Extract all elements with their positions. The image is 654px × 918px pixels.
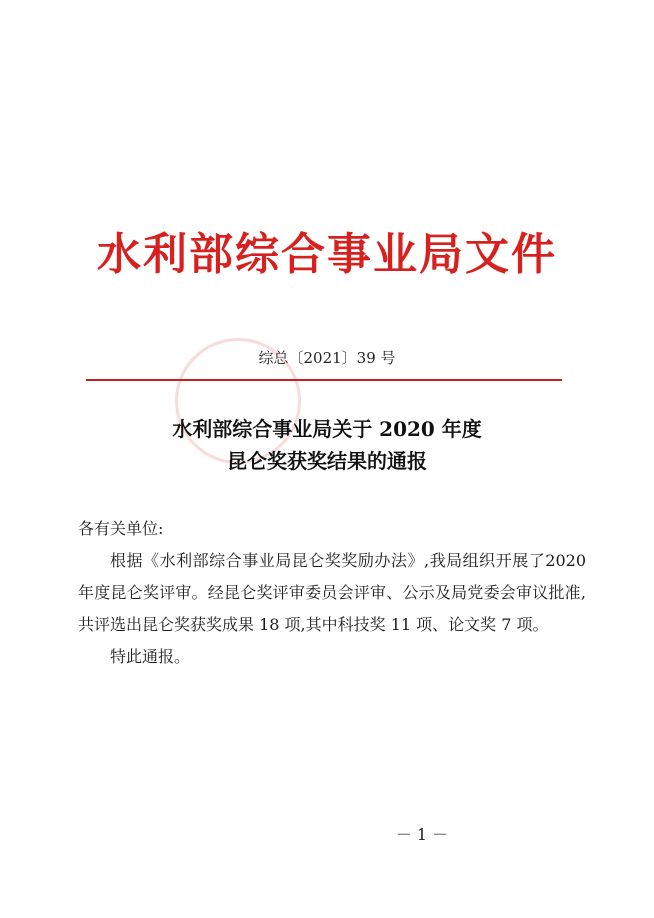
page-number: － 1 － xyxy=(395,825,449,844)
document-number: 综总〔2021〕39 号 xyxy=(258,349,396,367)
closing-line: 特此通报。 xyxy=(110,647,191,666)
notice-body xyxy=(78,513,586,673)
red-divider-line xyxy=(86,379,562,381)
notice-title-line-2: 昆仑奖获奖结果的通报 xyxy=(227,449,427,473)
body-paragraph: 根据《水利部综合事业局昆仑奖奖励办法》,我局组织开展了2020 年度昆仑奖评审。经昆仑奖评审委员会评审、公示及局党委会审议批准,共评选出昆仑奖获奖成果 18 项,其中科技奖 11 项、论文奖 7 项。 xyxy=(78,551,586,634)
notice-title xyxy=(0,413,654,477)
issuing-authority-header: 水利部综合事业局文件 xyxy=(97,229,557,280)
notice-title-line-1: 水利部综合事业局关于 2020 年度 xyxy=(172,417,482,441)
salutation: 各有关单位: xyxy=(78,519,164,538)
